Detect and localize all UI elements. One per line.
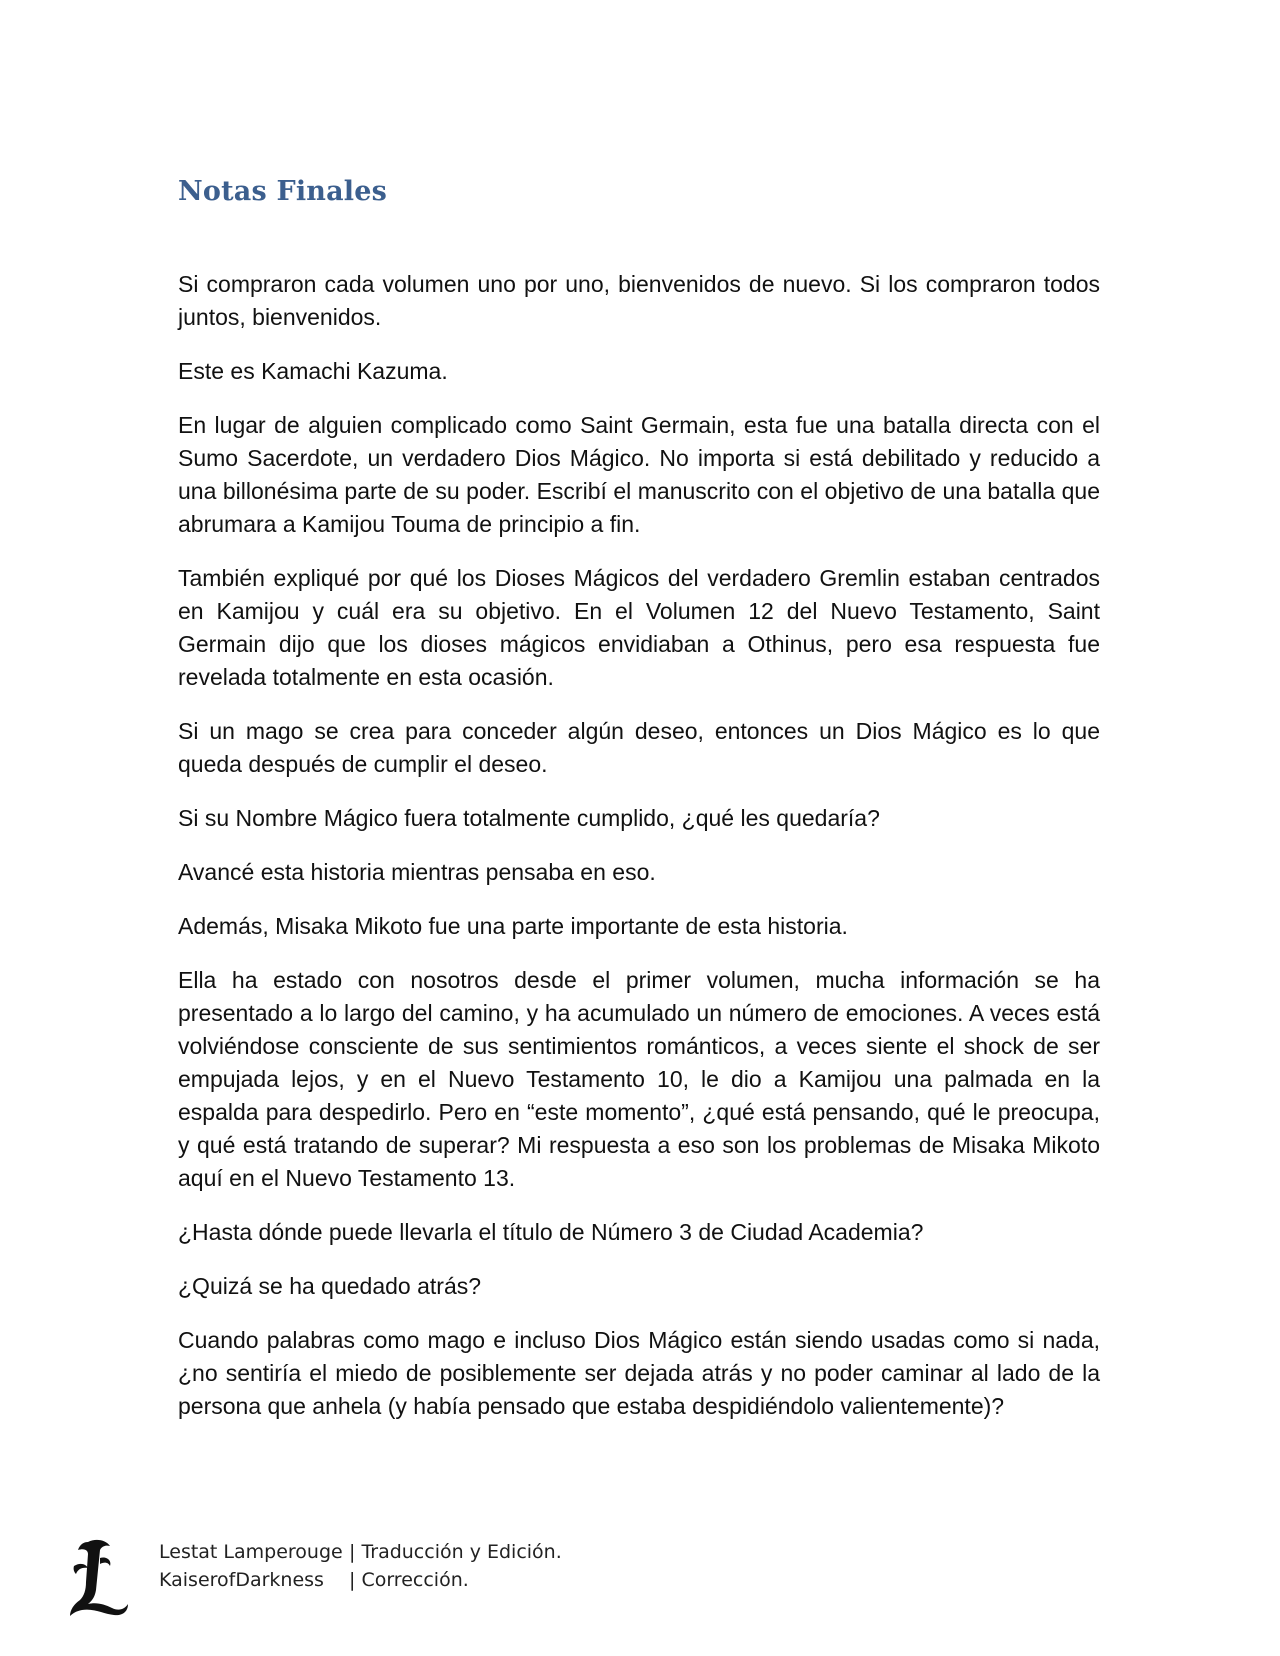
paragraph-9: Ella ha estado con nosotros desde el primer volumen, mucha información se ha presentado a lo largo del camino, y ha acumulado un número de emociones. A veces está volviéndose consciente de sus sentimientos románticos, a veces siente el shock de ser empujada lejos, y en el Nuevo Testamento 10, le dio a Kamijou una palmada en la espalda para despedirlo. Pero en “este momento”, ¿qué está pensando, qué le preocupa, y qué está tratando de superar? Mi respuesta a eso son los problemas de Misaka Mikoto aquí en el Nuevo Testamento 13. <box>178 967 1100 1191</box>
paragraph-5: Si un mago se crea para conceder algún deseo, entonces un Dios Mágico es lo que queda después de cumplir el deseo. <box>178 718 1100 777</box>
paragraph-4: También expliqué por qué los Dioses Mágicos del verdadero Gremlin estaban centrados en Kamijou y cuál era su objetivo. En el Volumen 12 del Nuevo Testamento, Saint Germain dijo que los dioses mágicos envidiaban a Othinus, pero esa respuesta fue revelada totalmente en esta ocasión. <box>178 565 1100 690</box>
credit-role: | Traducción y Edición. <box>349 1541 562 1563</box>
paragraph-10: ¿Hasta dónde puede llevarla el título de Número 3 de Ciudad Academia? <box>178 1219 924 1245</box>
credit-line-translation <box>159 1538 562 1566</box>
paragraph-7: Avancé esta historia mientras pensaba en eso. <box>178 859 656 885</box>
credit-line-correction <box>159 1566 562 1594</box>
paragraph-6: Si su Nombre Mágico fuera totalmente cumplido, ¿qué les quedaría? <box>178 805 880 831</box>
paragraph-12: Cuando palabras como mago e incluso Dios Mágico están siendo usadas como si nada, ¿no sentiría el miedo de posiblemente ser dejada atrás y no poder caminar al lado de la persona que anhela (y había pensado que estaba despidiéndolo valientemente)? <box>178 1327 1100 1419</box>
credit-role: | Corrección. <box>349 1569 469 1591</box>
credit-name: Lestat Lamperouge <box>159 1541 343 1563</box>
paragraph-3: En lugar de alguien complicado como Saint Germain, esta fue una batalla directa con el Sumo Sacerdote, un verdadero Dios Mágico. No importa si está debilitado y reducido a una billonésima parte de su poder. Escribí el manuscrito con el objetivo de una batalla que abrumara a Kamijou Touma de principio a fin. <box>178 412 1100 537</box>
body-text <box>178 268 1100 1423</box>
paragraph-11: ¿Quizá se ha quedado atrás? <box>178 1273 482 1299</box>
gothic-l-logo-icon <box>66 1536 132 1616</box>
credit-name: KaiserofDarkness <box>159 1569 324 1591</box>
footer <box>66 1536 766 1616</box>
page-title: Notas Finales <box>178 176 388 207</box>
credits <box>159 1538 562 1594</box>
paragraph-8: Además, Misaka Mikoto fue una parte importante de esta historia. <box>178 913 848 939</box>
paragraph-2: Este es Kamachi Kazuma. <box>178 358 448 384</box>
paragraph-1: Si compraron cada volumen uno por uno, bienvenidos de nuevo. Si los compraron todos juntos, bienvenidos. <box>178 271 1100 330</box>
